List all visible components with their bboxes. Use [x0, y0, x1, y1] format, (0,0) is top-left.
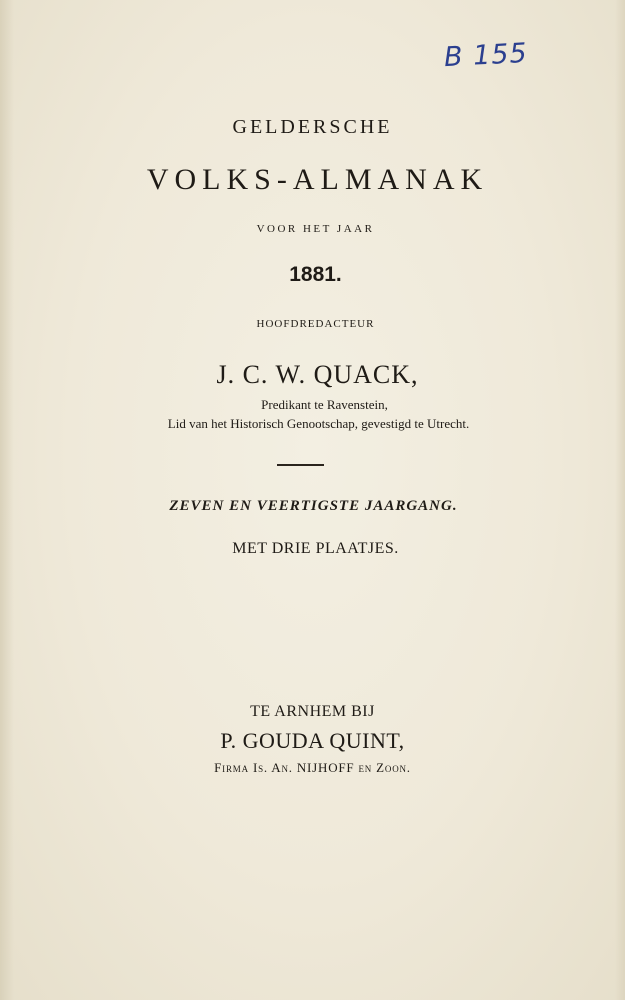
volume-number: ZEVEN EN VEERTIGSTE JAARGANG.: [169, 498, 458, 514]
publisher-firm: Firma Is. An. NIJHOFF en Zoon.: [214, 760, 411, 775]
editor-affiliation-1: Predikant te Ravenstein,: [261, 397, 388, 412]
publisher-name: P. GOUDA QUINT,: [220, 728, 405, 753]
title-line-1: GELDERSCHE: [232, 116, 393, 138]
divider-rule: [277, 464, 324, 466]
title-line-3: VOOR HET JAAR: [256, 223, 375, 235]
editor-heading: HOOFDREDACTEUR: [256, 318, 375, 330]
editor-name: J. C. W. QUACK,: [216, 360, 419, 389]
title-line-2: VOLKS-ALMANAK: [146, 163, 489, 196]
year: 1881.: [289, 263, 342, 286]
editor-affiliation-2: Lid van het Historisch Genootschap, gevestigd te Utrecht.: [167, 416, 470, 431]
plates-note: MET DRIE PLAATJES.: [232, 540, 399, 557]
handwritten-shelfmark: B 155: [443, 37, 529, 74]
publisher-location: TE ARNHEM BIJ: [250, 703, 375, 720]
